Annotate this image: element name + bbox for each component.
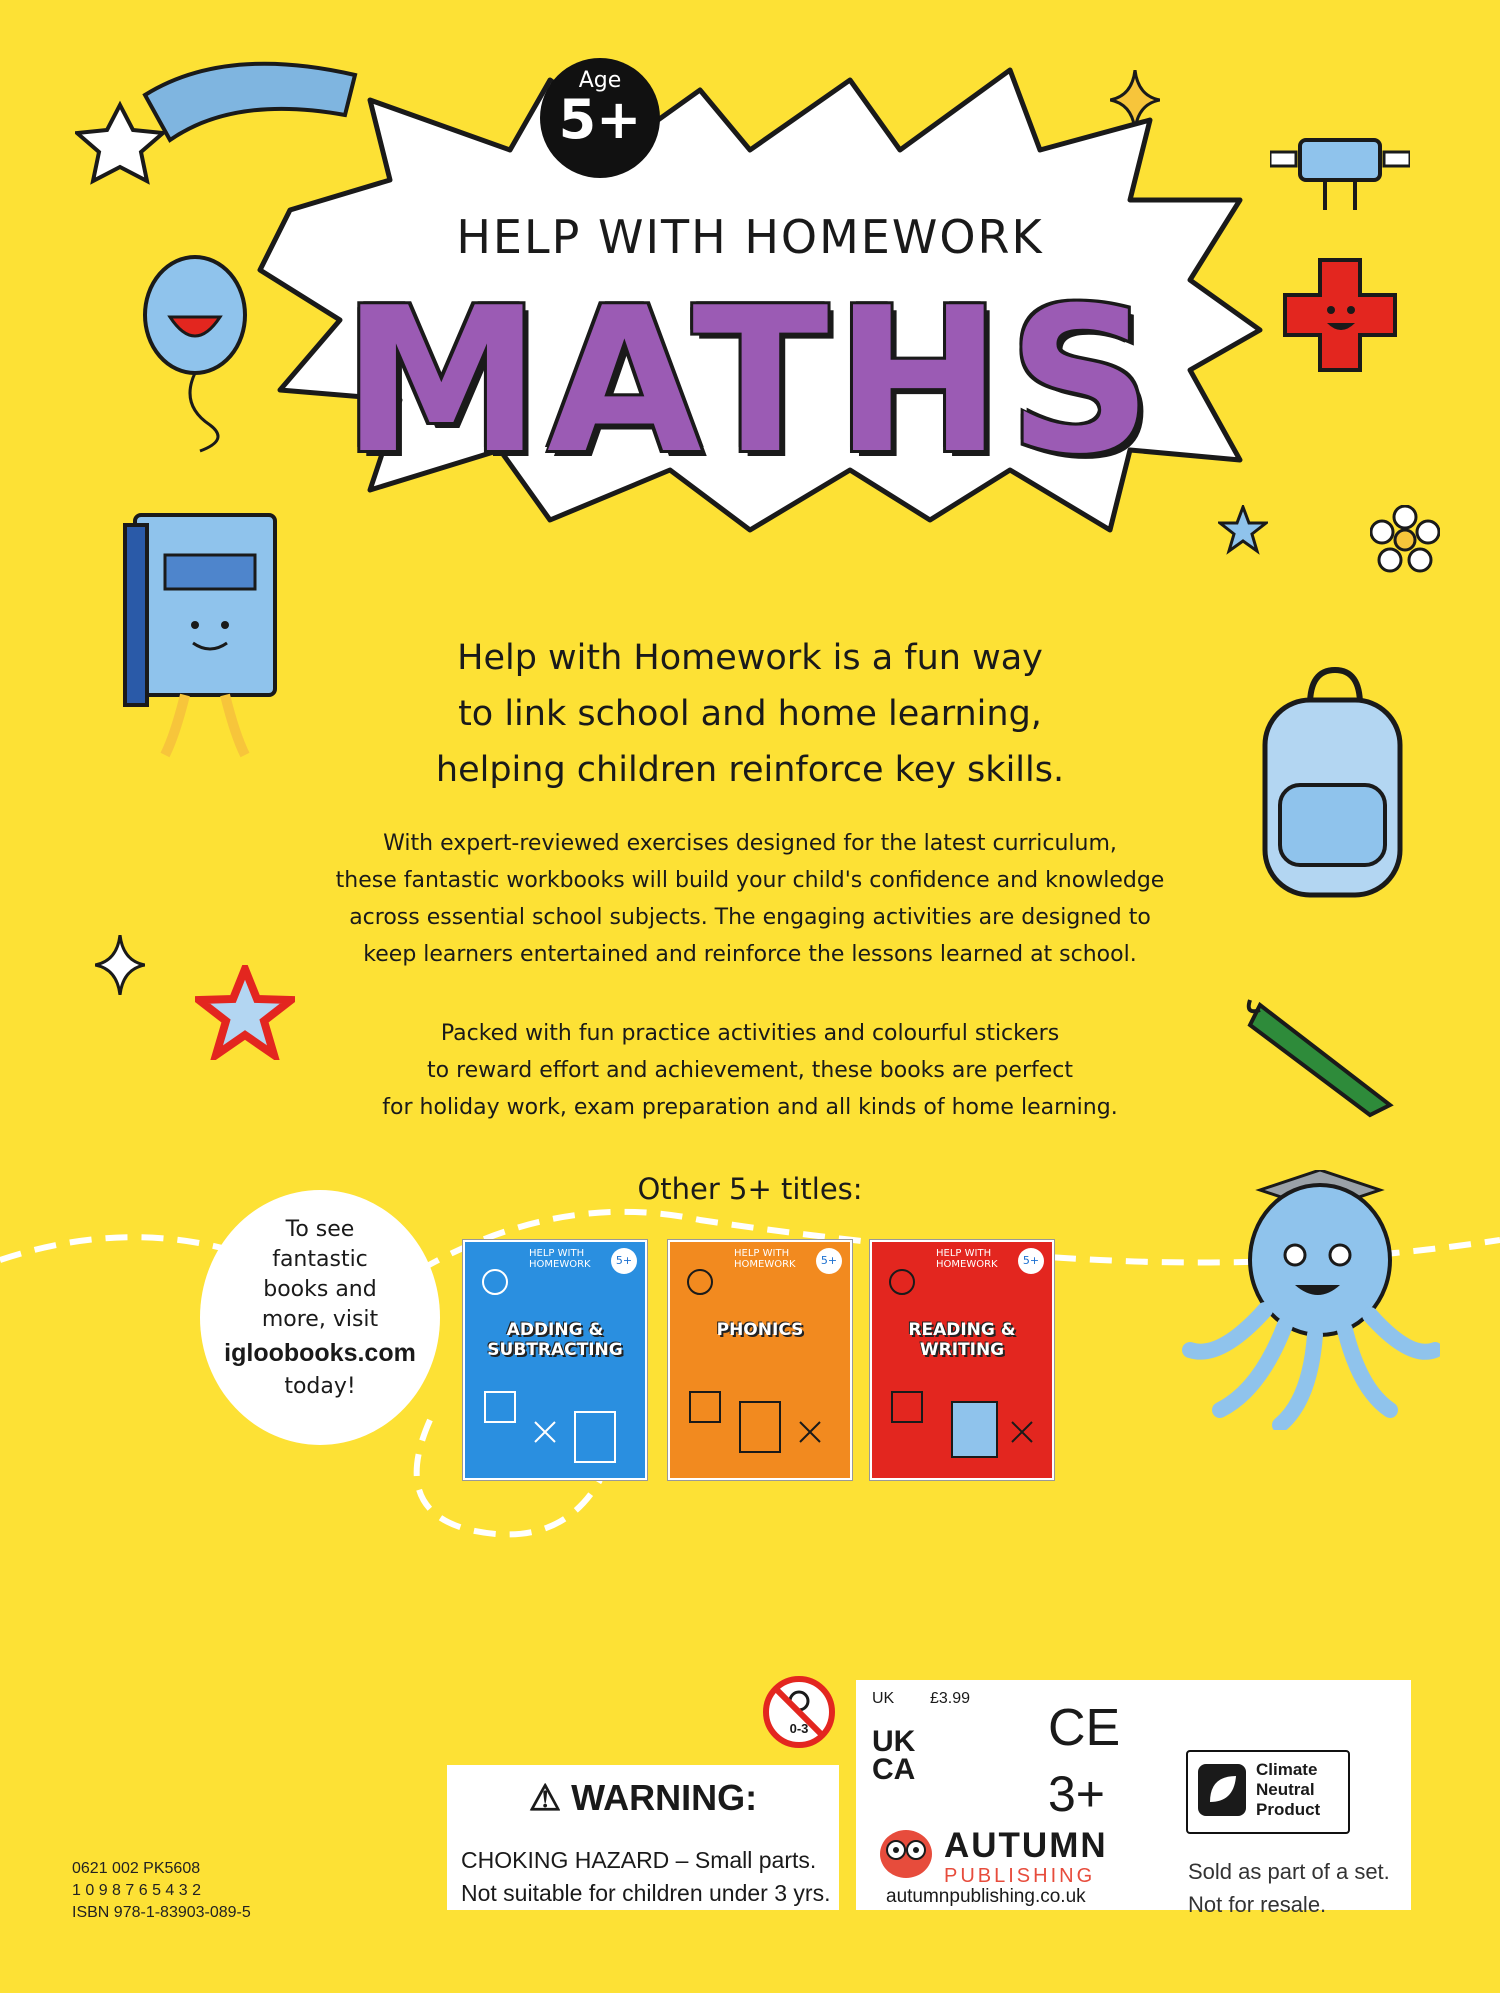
cover-title: READING & WRITING: [908, 1320, 1016, 1360]
flower-icon: [1370, 505, 1440, 575]
country-code: UK: [872, 1690, 895, 1707]
cover-series-label: HELP WITH HOMEWORK: [529, 1248, 591, 1270]
product-code-line: 0621 002 PK5608: [72, 1860, 201, 1877]
paragraph-line: these fantastic workbooks will build your child's confidence and knowledge: [335, 868, 1165, 893]
intro-lead-line: to link school and home learning,: [458, 694, 1042, 734]
cover-title: PHONICS: [716, 1320, 804, 1340]
ukca-mark: [872, 1725, 922, 1786]
cover-age-badge: 5+: [816, 1248, 842, 1274]
warning-title: [447, 1777, 839, 1819]
ce-mark: CE: [1048, 1699, 1121, 1757]
cover-series-label: HELP WITH HOMEWORK: [936, 1248, 998, 1270]
cover-doodles: [670, 1242, 850, 1478]
price: £3.99: [930, 1690, 971, 1707]
bubble-line: fantastic: [272, 1247, 368, 1272]
age-mark: 3+: [1048, 1766, 1106, 1822]
intro-paragraph-2: [300, 1015, 1200, 1126]
climate-line: Climate: [1256, 1760, 1318, 1779]
sparkle-icon-left: [95, 935, 145, 995]
publisher-name: AUTUMN: [944, 1826, 1108, 1865]
ukca-top: UK: [872, 1725, 916, 1758]
print-line: 1 0 9 8 7 6 5 4 3 2: [72, 1882, 201, 1899]
cover-age-badge: 5+: [611, 1248, 637, 1274]
bubble-line: more, visit: [261, 1307, 379, 1332]
warning-label: [447, 1765, 839, 1910]
cover-adding-subtracting[interactable]: [463, 1240, 647, 1480]
age-value: 5+: [558, 88, 642, 151]
website-link[interactable]: igloobooks.com: [224, 1339, 416, 1367]
climate-neutral-badge: [1186, 1750, 1350, 1834]
climate-line: Neutral: [1256, 1780, 1315, 1799]
bubble-line: books and: [263, 1277, 377, 1302]
paragraph-line: With expert-reviewed exercises designed for the latest curriculum,: [383, 831, 1117, 856]
octopus-character-icon: [1180, 1170, 1440, 1430]
backpack-icon: [1255, 655, 1405, 905]
cover-age-badge: 5+: [1018, 1248, 1044, 1274]
publisher-website[interactable]: autumnpublishing.co.uk: [886, 1886, 1086, 1907]
cover-reading-writing[interactable]: [870, 1240, 1054, 1480]
cover-series-label: HELP WITH HOMEWORK: [734, 1248, 796, 1270]
choke-icon-label: 0-3: [789, 1721, 809, 1736]
sale-notice-line: Sold as part of a set.: [1188, 1859, 1390, 1884]
warning-title-text: WARNING:: [571, 1777, 758, 1818]
owl-logo-icon: [876, 1822, 936, 1882]
warning-triangle-icon: ⚠: [528, 1777, 572, 1818]
cover-doodles: [872, 1242, 1052, 1478]
series-title: HELP WITH HOMEWORK: [456, 210, 1044, 264]
bubble-line: today!: [284, 1374, 356, 1399]
info-label: [856, 1680, 1411, 1917]
cover-phonics[interactable]: [668, 1240, 852, 1480]
cover-title: ADDING & SUBTRACTING: [487, 1320, 623, 1360]
intro-lead: [330, 630, 1170, 798]
climate-line: Product: [1256, 1800, 1321, 1819]
pen-icon: [1240, 985, 1410, 1125]
age-label: Age: [578, 68, 622, 93]
paragraph-line: for holiday work, exam preparation and all kinds of home learning.: [382, 1095, 1118, 1120]
subject-title: MATHS: [341, 265, 1159, 498]
age-badge: [540, 58, 660, 178]
minus-character-icon: [1270, 130, 1410, 220]
climate-leaf-icon: [1196, 1762, 1248, 1818]
other-titles-heading: Other 5+ titles:: [637, 1172, 863, 1206]
paragraph-line: keep learners entertained and reinforce the lessons learned at school.: [363, 942, 1137, 967]
paragraph-line: to reward effort and achievement, these books are perfect: [426, 1058, 1073, 1083]
intro-paragraph-1: [300, 825, 1200, 973]
product-codes: [72, 1858, 251, 1924]
warning-line-1: CHOKING HAZARD – Small parts.: [461, 1847, 817, 1873]
warning-line-2: Not suitable for children under 3 yrs.: [461, 1880, 831, 1906]
paragraph-line: Packed with fun practice activities and colourful stickers: [440, 1021, 1060, 1046]
publisher-subtitle: PUBLISHING: [944, 1865, 1096, 1887]
cover-doodles: [465, 1242, 645, 1478]
star-outline-icon: [195, 965, 295, 1060]
sale-notice-line: Not for resale.: [1188, 1892, 1327, 1917]
sale-notice: [1188, 1855, 1390, 1921]
isbn: ISBN 978-1-83903-089-5: [72, 1904, 251, 1921]
paragraph-line: across essential school subjects. The engaging activities are designed to: [349, 905, 1151, 930]
bubble-line: To see: [285, 1217, 355, 1242]
intro-lead-line: Help with Homework is a fun way: [457, 638, 1043, 678]
ukca-bottom: CA: [872, 1753, 916, 1786]
website-bubble: [200, 1190, 440, 1445]
intro-lead-line: helping children reinforce key skills.: [435, 750, 1065, 790]
no-under-3-icon: [762, 1675, 836, 1749]
